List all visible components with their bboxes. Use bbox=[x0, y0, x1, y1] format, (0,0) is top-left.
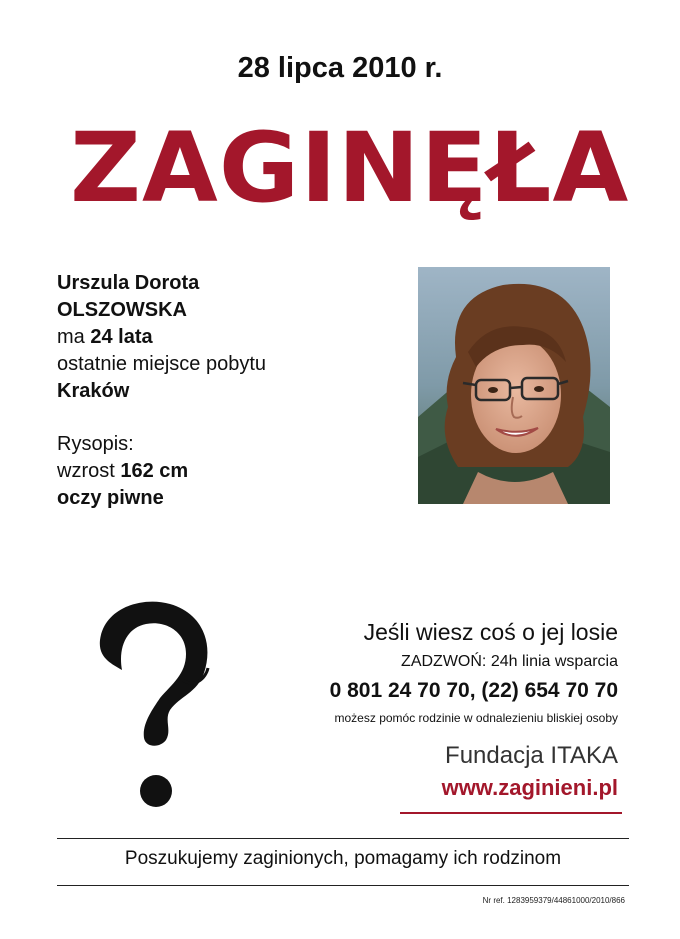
poster-headline: ZAGINĘŁA bbox=[70, 112, 630, 224]
age-prefix: ma bbox=[57, 326, 91, 348]
person-surname: OLSZOWSKA bbox=[57, 299, 187, 321]
website-underline bbox=[400, 812, 622, 814]
person-details bbox=[57, 270, 266, 512]
contact-headline: Jeśli wiesz coś o jej losie bbox=[363, 619, 618, 645]
poster-date: 28 lipca 2010 r. bbox=[237, 52, 443, 84]
question-mark-icon bbox=[82, 598, 222, 813]
height-line bbox=[57, 458, 266, 485]
contact-help: możesz pomóc rodzinie w odnalezieniu bliskiej osoby bbox=[334, 711, 618, 725]
person-first-names: Urszula Dorota bbox=[57, 272, 200, 294]
reference-number: Nr ref. 1283959379/44861000/2010/866 bbox=[482, 896, 625, 905]
last-seen-label: ostatnie miejsce pobytu bbox=[57, 353, 267, 375]
contact-block bbox=[330, 615, 618, 729]
person-age: 24 lata bbox=[90, 326, 153, 348]
organization-name: Fundacja ITAKA bbox=[445, 742, 618, 769]
person-eyes: oczy piwne bbox=[57, 487, 164, 509]
person-height: 162 cm bbox=[120, 460, 189, 482]
person-age-line bbox=[57, 324, 266, 351]
contact-phones[interactable]: 0 801 24 70 70, (22) 654 70 70 bbox=[329, 679, 618, 702]
divider-top bbox=[57, 838, 629, 839]
contact-call: ZADZWOŃ: 24h linia wsparcia bbox=[401, 653, 618, 670]
person-photo bbox=[418, 267, 610, 504]
organization-website[interactable]: www.zaginieni.pl bbox=[441, 775, 618, 800]
last-seen-city: Kraków bbox=[57, 380, 130, 402]
tagline: Poszukujemy zaginionych, pomagamy ich rodzinom bbox=[124, 848, 562, 869]
organization-block bbox=[442, 738, 618, 802]
height-prefix: wzrost bbox=[57, 460, 121, 482]
description-label: Rysopis: bbox=[57, 433, 134, 455]
divider-bottom bbox=[57, 885, 629, 886]
